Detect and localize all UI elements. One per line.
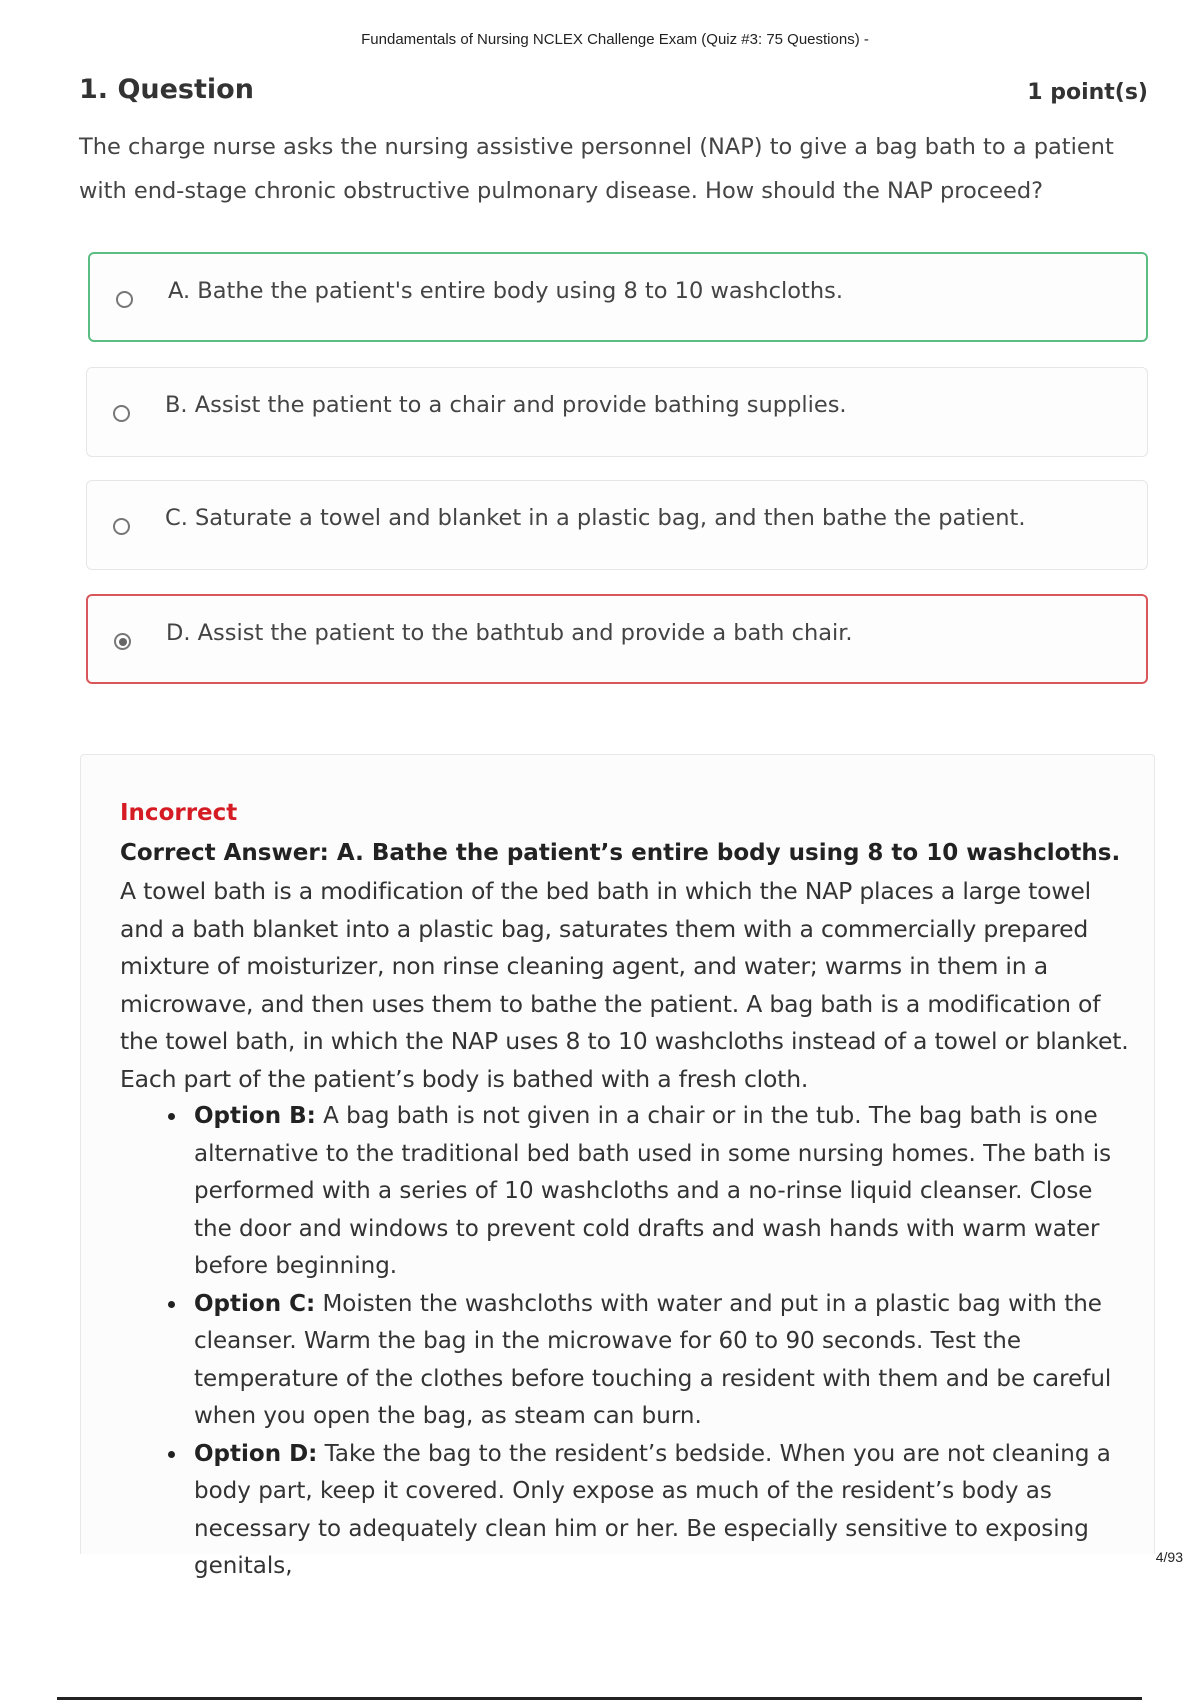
option-rationales — [120, 1098, 1130, 1586]
rationale-lead: Option D: — [194, 1440, 318, 1467]
rationale-text: Moisten the washcloths with water and put in a plastic bag with the cleanser. Warm the bag in the microwave for 60 to 90 seconds. Test the temperature of the clothes before touching a resident with them and be careful when you open the bag, as steam can burn. — [194, 1290, 1112, 1429]
feedback-panel — [80, 754, 1155, 1579]
rationale-option-d — [194, 1436, 1130, 1586]
radio-unchecked-icon[interactable] — [116, 291, 133, 308]
result-status: Incorrect — [120, 800, 238, 826]
answer-option-a[interactable] — [88, 252, 1148, 342]
question-text: The charge nurse asks the nursing assistive personnel (NAP) to give a bag bath to a patient with end-stage chronic obstructive pulmonary disease. How should the NAP proceed? — [79, 134, 1114, 204]
option-label: D. Assist the patient to the bathtub and provide a bath chair. — [166, 620, 853, 646]
radio-unchecked-icon[interactable] — [113, 405, 130, 422]
rationale-lead: Option C: — [194, 1290, 316, 1317]
rationale-option-c — [194, 1286, 1130, 1436]
radio-checked-icon[interactable] — [114, 633, 131, 650]
rationale-text: A bag bath is not given in a chair or in the tub. The bag bath is one alternative to the traditional bed bath used in some nursing homes. The bath is performed with a series of 10 washcloths and a no-rinse liquid cleanser. Close the door and windows to prevent cold drafts and wash hands with warm water before beginning. — [194, 1103, 1112, 1279]
explanation-text: A towel bath is a modification of the bed bath in which the NAP places a large towel and a bath blanket into a plastic bag, saturates them with a commercially prepared mixture of moisturizer, non rinse cleaning agent, and water; warms in them in a microwave, and then uses them to bathe the patient. A bag bath is a modification of the towel bath, in which the NAP uses 8 to 10 washcloths instead of a towel or blanket. Each part of the patient’s body is bathed with a fresh cloth. — [120, 877, 1129, 1093]
page-number: 4/93 — [1155, 1549, 1183, 1565]
option-label: A. Bathe the patient's entire body using 8 to 10 washcloths. — [168, 278, 843, 304]
rationale-text: Take the bag to the resident’s bedside. When you are not cleaning a body part, keep it covered. Only expose as much of the resident’s body as necessary to adequately clean him or her. Be especially sensitive to exposing genitals, — [194, 1440, 1111, 1579]
option-label: C. Saturate a towel and blanket in a plastic bag, and then bathe the patient. — [165, 505, 1026, 531]
question-points: 1 point(s) — [1027, 80, 1148, 105]
radio-unchecked-icon[interactable] — [113, 518, 130, 535]
document-header — [0, 31, 1200, 48]
question-title: 1. Question — [79, 74, 254, 105]
answer-option-c[interactable] — [86, 480, 1148, 570]
option-label: B. Assist the patient to a chair and provide bathing supplies. — [165, 392, 847, 418]
answer-option-d[interactable] — [86, 594, 1148, 684]
rationale-lead: Option B: — [194, 1103, 316, 1129]
quiz-title: Fundamentals of Nursing NCLEX Challenge Exam (Quiz #3: 75 Questions) - — [361, 31, 869, 48]
answer-option-b[interactable] — [86, 367, 1148, 457]
correct-answer: Correct Answer: A. Bathe the patient’s entire body using 8 to 10 washcloths. — [120, 840, 1121, 866]
rationale-option-b — [194, 1098, 1130, 1286]
